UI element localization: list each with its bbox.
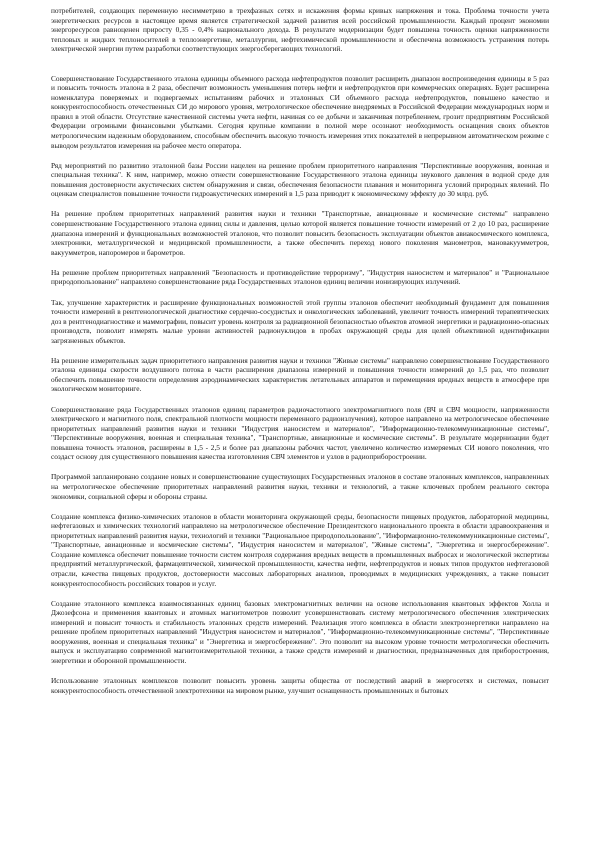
paragraph-5: На решение проблем приоритетных направлений "Безопасность и противодействие терроризму", "Индустрия наносистем и материалов" и "Рациональное природопользование" направлено совершенствование ряда Государственных эталонов единиц величин ионизирующих излучений.	[51, 267, 549, 287]
paragraph-3: Ряд мероприятий по развитию эталонной базы России нацелен на решение проблем приоритетного направления "Перспективные вооружения, военная и специальная техника". К ним, например, можно отнести совершенствование Государственного эталона единицы звукового давления в водной среде для повышения достоверности акустических систем обнаружения и связи, обеспечения безопасности плавания и мониторинга условий природных явлений. По оценкам специалистов повышение точности гидроакустических измерений в 1,5 раза приводит к экономическому эффекту до 30 млрд. руб.	[51, 160, 549, 199]
document-page	[51, 6, 549, 706]
paragraph-11: Создание эталонного комплекса взаимосвязанных единиц базовых электромагнитных величин на основе использования квантовых эффектов Холла и Джозефсона и применения квантовых и атомных магнитометров позволит усовершенствовать систему метрологического обеспечения электрических измерений и повысит точность и стабильность эталонных средств измерений. Реализация этого комплекса в области электроэнергетики направлено на решение проблем приоритетных направлений "Индустрия наносистем и материалов", "Информационно-телекоммуникационные системы", "Перспективные вооружения, военная и специальная техника" и "Энергетика и энергосбережение". Это позволит на высоком уровне точности метрологически обеспечить выпуск и эксплуатацию современной магнитоизмерительной техники, а также средств измерений и диагностики, предназначенных для приборостроения, энергетики и оборонной промышленности.	[51, 598, 549, 665]
paragraph-10: Создание комплекса физико-химических эталонов в области мониторинга окружающей среды, безопасности пищевых продуктов, лабораторной медицины, нефтегазовых и химических технологий направлено на метрологическое обеспечение Президентского национального проекта в области здравоохранения и приоритетных направлений развития науки, технологий и техники "Рациональное природопользование", "Информационно-телекоммуникационные системы", "Транспортные, авиационные и космические системы", "Индустрия наносистем и материалов", "Живые системы", "Энергетика и энергосбережение". Создание комплекса обеспечит повышение точности систем контроля содержания вредных веществ в промышленных выбросах и экологической экспертизы предприятий металлургической, фармацевтической, химической промышленности, качества нефти, нефтепродуктов и новых типов продуктов нефтегазовой отрасли, качества пищевых продуктов, достоверности массовых лабораторных анализов, проводимых в медицинских учреждениях, а также повысит конкурентоспособность российских товаров и услуг.	[51, 511, 549, 588]
paragraph-9: Программой запланировано создание новых и совершенствование существующих Государственных эталонов в составе эталонных комплексов, направленных на метрологическое обеспечение приоритетных направлений развития науки, техники и технологий, а также ключевых проблем реального сектора экономики, социальной сферы и обороны страны.	[51, 472, 549, 501]
paragraph-1: потребителей, создающих переменную несимметрию в трехфазных сетях и искажения формы кривых напряжения и тока. Проблема точности учета энергетических ресурсов в настоящее время является стратегической задачей развития всей российской промышленности. Каждый процент экономии энергоресурсов равноценен приросту 0,35 - 0,4% национального дохода. В результате модернизации будет повышена точность оценки напряженности тепловых и жидких теплоносителей в теплоэнергетике, металлургии, нефтехимической промышленности и обеспечена возможность устранения потерь электрической энергии путем разработки соответствующих энергосберегающих технологий.	[51, 6, 549, 54]
paragraph-8: Совершенствование ряда Государственных эталонов единиц параметров радиочастотного электромагнитного поля (ВЧ и СВЧ мощности, напряженности электрического и магнитного поля, спектральной плотности мощности переменного радиоизлучения), которое направлено на метрологическое обеспечение приоритетных направлений развития науки и техники "Индустрия наносистем и материалов", "Информационно-телекоммуникационные системы", "Перспективные вооружения, военная и специальная техника", "Транспортные, авиационные и космические системы". В результате модернизации будет повышена точность эталонов, расширены в 1,5 - 2,5 и более раз диапазоны рабочих частот, увеличено количество измеряемых СИ нового поколения, что создаст основу для существенного повышения качества изготовления СВЧ элементов и узлов в радиоприборостроении.	[51, 404, 549, 462]
paragraph-12: Использование эталонных комплексов позволит повысить уровень защиты общества от последствий аварий в энергосетях и системах, повысит конкурентоспособность отечественной электротехники на мировом рынке, улучшит оснащенность промышленных и бытовых	[51, 676, 549, 695]
paragraph-4: На решение проблем приоритетных направлений развития науки и техники "Транспортные, авиационные и космические системы" направлено совершенствование Государственного эталона единиц силы и давления, целью которой является повышение точности измерений от 2 до 10 раз, расширение диапазона измерений и функциональных возможностей эталонов, что позволит повысить безопасность эксплуатации объектов авиакосмического комплекса, электроники, металлургической и медицинской промышленности, а также обеспечить переход нового поколения манометров, мановакуумметров, вакуумметров, напоромеров и барометров.	[51, 209, 549, 257]
paragraph-2: Совершенствование Государственного эталона единицы объемного расхода нефтепродуктов позволит расширить диапазон воспроизведения единицы в 5 раз и повысить точность эталона в 2 раза, обеспечит возможность уменьшения потерь нефти и нефтепродуктов при коммерческих операциях. Будет расширена номенклатура поверяемых и подвергаемых испытаниям рабочих и эталонных СИ объемного расхода нефтепродуктов, повышено качество и конкурентоспособность отечественных СИ до мирового уровня, метрологическое обеспечение внедряемых в Российской Федерации международных норм и правил в этой области. Отсутствие качественной системы учета нефти, начиная со ее добычи и заканчивая потреблением, грозит предприятиям Российской Федерации огромными финансовыми убытками. Сегодня крупные компании в полной мере осознают необходимость оснащения своих объектов метрологическим надежным оборудованием, способным обеспечить высокую точность измерения этих показателей в непрерывном автоматическом режиме с выводом результатов измерения на рабочее место оператора.	[51, 73, 549, 150]
paragraph-7: На решение измерительных задач приоритетного направления развития науки и техники "Живые системы" направлено совершенствование Государственного эталона единицы скорости воздушного потока в части расширения диапазона измерений и повышения точности измерений до 1,5 раз, что позволит обеспечить повышение точности определения аэродинамических характеристик летательных аппаратов и перемещения вредных веществ в атмосфере при экологическом мониторинге.	[51, 355, 549, 394]
paragraph-6: Так, улучшение характеристик и расширение функциональных возможностей этой группы эталонов обеспечит необходимый фундамент для повышения точности измерений в рентгенологической диагностике сердечно-сосудистых и онкологических заболеваний, увеличит точность измерений терапевтических доз в рентгенодиагностике и маммографии, повысит уровень контроля за радиационной безопасностью объектов атомной энергетики и радиационно-опасных производств, позволит измерять малые уровни активностей радионуклидов в пробах окружающей среды для целей объективной идентификации загрязненных объектов.	[51, 297, 549, 345]
